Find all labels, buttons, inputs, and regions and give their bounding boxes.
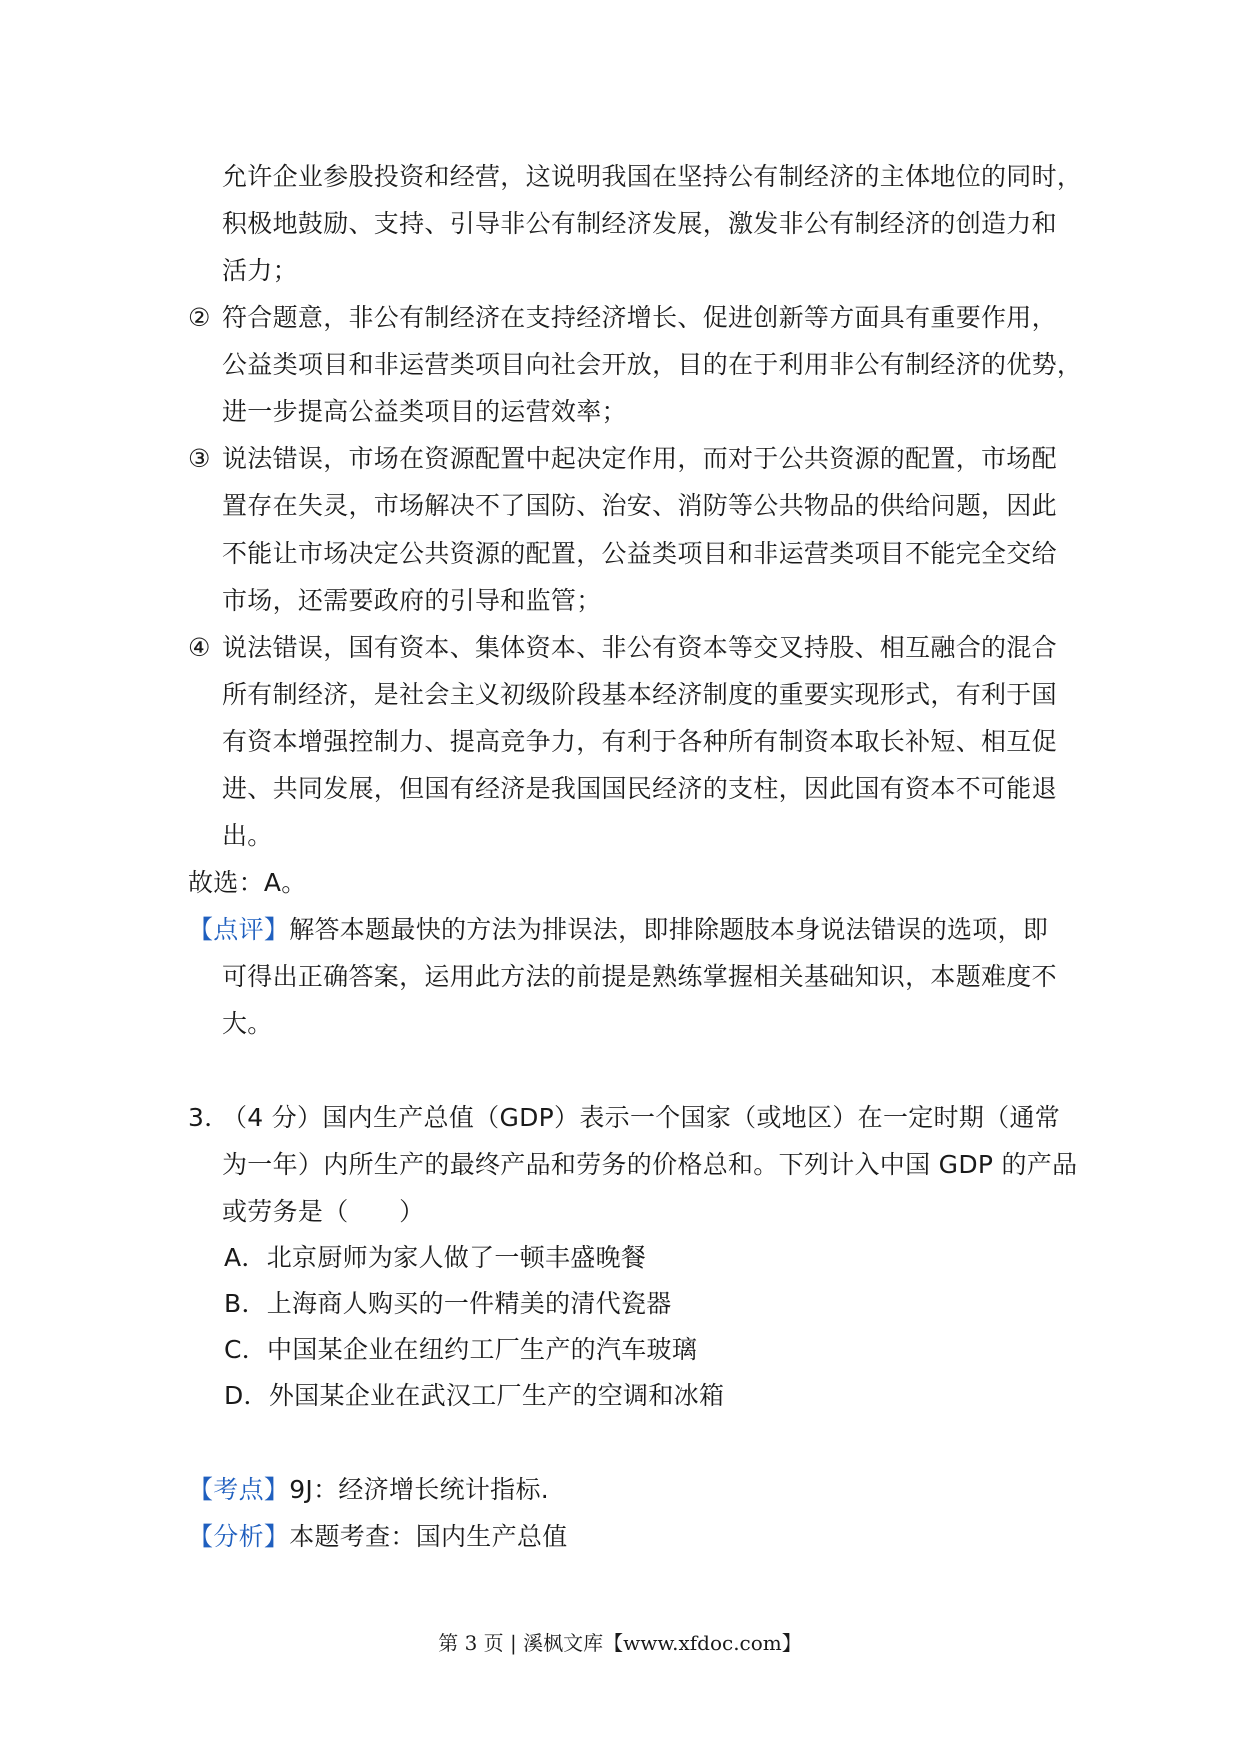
- kaodian-tag: 【考点】: [188, 1475, 290, 1504]
- paragraph-line: 出。: [222, 821, 273, 850]
- list-item-3: [188, 442, 1057, 476]
- option-d: D．外国某企业在武汉工厂生产的空调和冰箱: [224, 1381, 725, 1410]
- option-c: C．中国某企业在纽约工厂生产的汽车玻璃: [224, 1335, 698, 1364]
- item-marker: ②: [188, 303, 211, 332]
- paragraph-line: 置存在失灵，市场解决不了国防、治安、消防等公共物品的供给问题，因此: [222, 491, 1057, 520]
- comment-tag: 【点评】: [188, 915, 290, 944]
- answer-choice: 故选：A。: [188, 868, 307, 897]
- item-text: 说法错误，市场在资源配置中起决定作用，而对于公共资源的配置，市场配: [222, 444, 1057, 473]
- item-marker: ④: [188, 633, 211, 662]
- fenxi-tag: 【分析】: [188, 1522, 290, 1551]
- fenxi-block: [188, 1520, 568, 1554]
- paragraph-line: 所有制经济，是社会主义初级阶段基本经济制度的重要实现形式，有利于国: [222, 680, 1057, 709]
- paragraph-line: 积极地鼓励、支持、引导非公有制经济发展，激发非公有制经济的创造力和: [222, 209, 1057, 238]
- paragraph-line: 为一年）内所生产的最终产品和劳务的价格总和。下列计入中国 GDP 的产品: [222, 1150, 1078, 1179]
- paragraph-line: 进一步提高公益类项目的运营效率；: [222, 397, 627, 426]
- paragraph-line: 市场，还需要政府的引导和监管；: [222, 586, 602, 615]
- question-3: [188, 1101, 1060, 1135]
- option-b: B．上海商人购买的一件精美的清代瓷器: [224, 1289, 672, 1318]
- item-text: 说法错误，国有资本、集体资本、非公有资本等交叉持股、相互融合的混合: [222, 633, 1057, 662]
- kaodian-text: 9J：经济增长统计指标.: [289, 1475, 550, 1504]
- paragraph-line: 不能让市场决定公共资源的配置，公益类项目和非运营类项目不能完全交给: [222, 539, 1057, 568]
- comment-text: 解答本题最快的方法为排误法，即排除题肢本身说法错误的选项，即: [289, 915, 1049, 944]
- paragraph-line: 公益类项目和非运营类项目向社会开放，目的在于利用非公有制经济的优势，: [222, 350, 1083, 379]
- item-marker: ③: [188, 444, 211, 473]
- paragraph-line: 进、共同发展，但国有经济是我国国民经济的支柱，因此国有资本不可能退: [222, 774, 1057, 803]
- question-number: 3．: [188, 1103, 230, 1132]
- comment-block: [188, 913, 1048, 947]
- paragraph-line: 大。: [222, 1009, 273, 1038]
- kaodian-block: [188, 1473, 549, 1507]
- list-item-4: [188, 631, 1057, 665]
- fenxi-text: 本题考查：国内生产总值: [289, 1522, 568, 1551]
- paragraph-line: 允许企业参股投资和经营，这说明我国在坚持公有制经济的主体地位的同时，: [222, 162, 1083, 191]
- question-text: （4 分）国内生产总值（GDP）表示一个国家（或地区）在一定时期（通常: [222, 1103, 1061, 1132]
- option-a: A．北京厨师为家人做了一顿丰盛晚餐: [224, 1243, 647, 1272]
- page-footer: 第 3 页 | 溪枫文库【www.xfdoc.com】: [438, 1631, 802, 1655]
- paragraph-line: 可得出正确答案，运用此方法的前提是熟练掌握相关基础知识，本题难度不: [222, 962, 1057, 991]
- list-item-2: [188, 301, 1057, 335]
- paragraph-line: 活力；: [222, 256, 298, 285]
- paragraph-line: 有资本增强控制力、提高竞争力，有利于各种所有制资本取长补短、相互促: [222, 727, 1057, 756]
- paragraph-line: 或劳务是（ ）: [222, 1197, 425, 1226]
- item-text: 符合题意，非公有制经济在支持经济增长、促进创新等方面具有重要作用，: [222, 303, 1057, 332]
